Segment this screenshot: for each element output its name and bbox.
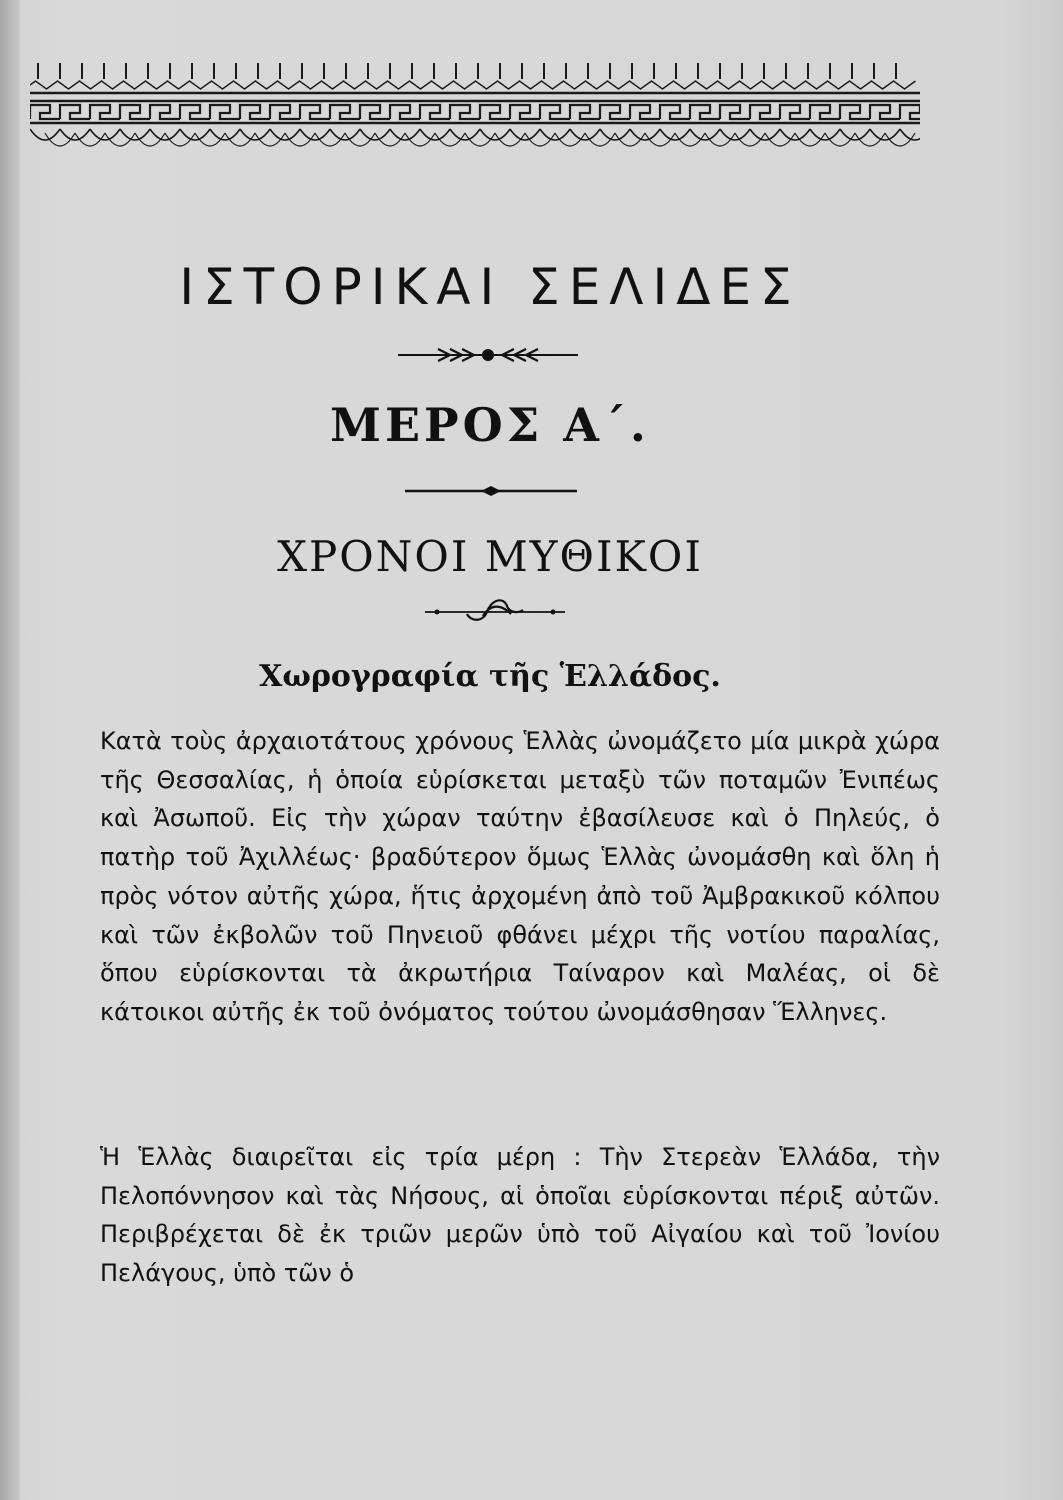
page-spine-shadow [0, 0, 20, 1500]
book-title: ΙΣΤΟΡΙΚΑΙ ΣΕΛΙΔΕΣ [179, 258, 801, 316]
scroll-flourish-icon [425, 592, 565, 626]
era-heading: ΧΡΟΝΟΙ ΜΥΘΙΚΟΙ [277, 532, 703, 581]
part-heading: ΜΕΡΟΣ Α΄. [330, 398, 650, 452]
section-heading: Χωρογραφία τῆς Ἑλλάδος. [259, 659, 721, 694]
greek-key-border-icon [30, 55, 920, 165]
arrow-flourish-icon [398, 343, 578, 367]
paragraph-2: Ἡ Ἑλλὰς διαιρεῖται εἰς τρία μέρη : Τὴν Στερεὰν Ἑλλάδα, τὴν Πελοπόννησον καὶ τὰς Νήσους, αἱ ὁποῖαι εὑρίσκονται πέριξ αὐτῶν. Περιβρέχεται δὲ ἐκ τριῶν μερῶν ὑπὸ τοῦ Αἰγαίου καὶ τοῦ Ἰονίου Πελάγους, ὑπὸ τῶν ὁ [100, 1143, 940, 1288]
paragraph-1: Κατὰ τοὺς ἀρχαιοτάτους χρόνους Ἑλλὰς ὠνομάζετο μία μικρὰ χώρα τῆς Θεσσαλίας, ἡ ὁποία εὑρίσκεται μεταξὺ τῶν ποταμῶν Ἐνιπέως καὶ Ἀσωποῦ. Εἰς τὴν χώραν ταύτην ἐβασίλευσε καὶ ὁ Πηλεύς, ὁ πατὴρ τοῦ Ἀχιλλέως· βραδύτερον ὅμως Ἑλλὰς ὠνομάσθη καὶ ὅλη ἡ πρὸς νότον αὐτῆς χώρα, ἥτις ἀρχομένη ἀπὸ τοῦ Ἀμβρακικοῦ κόλπου καὶ τῶν ἐκβολῶν τοῦ Πηνειοῦ φθάνει μέχρι τῆς νοτίου παραλίας, ὅπου εὑρίσκονται τὰ ἀκρωτήρια Ταίναρον καὶ Μαλέας, οἱ δὲ κάτοικοι αὐτῆς ἐκ τοῦ ὀνόματος τούτου ὠνομάσθησαν Ἕλληνες. [100, 727, 940, 1026]
diamond-rule-icon [405, 484, 577, 498]
